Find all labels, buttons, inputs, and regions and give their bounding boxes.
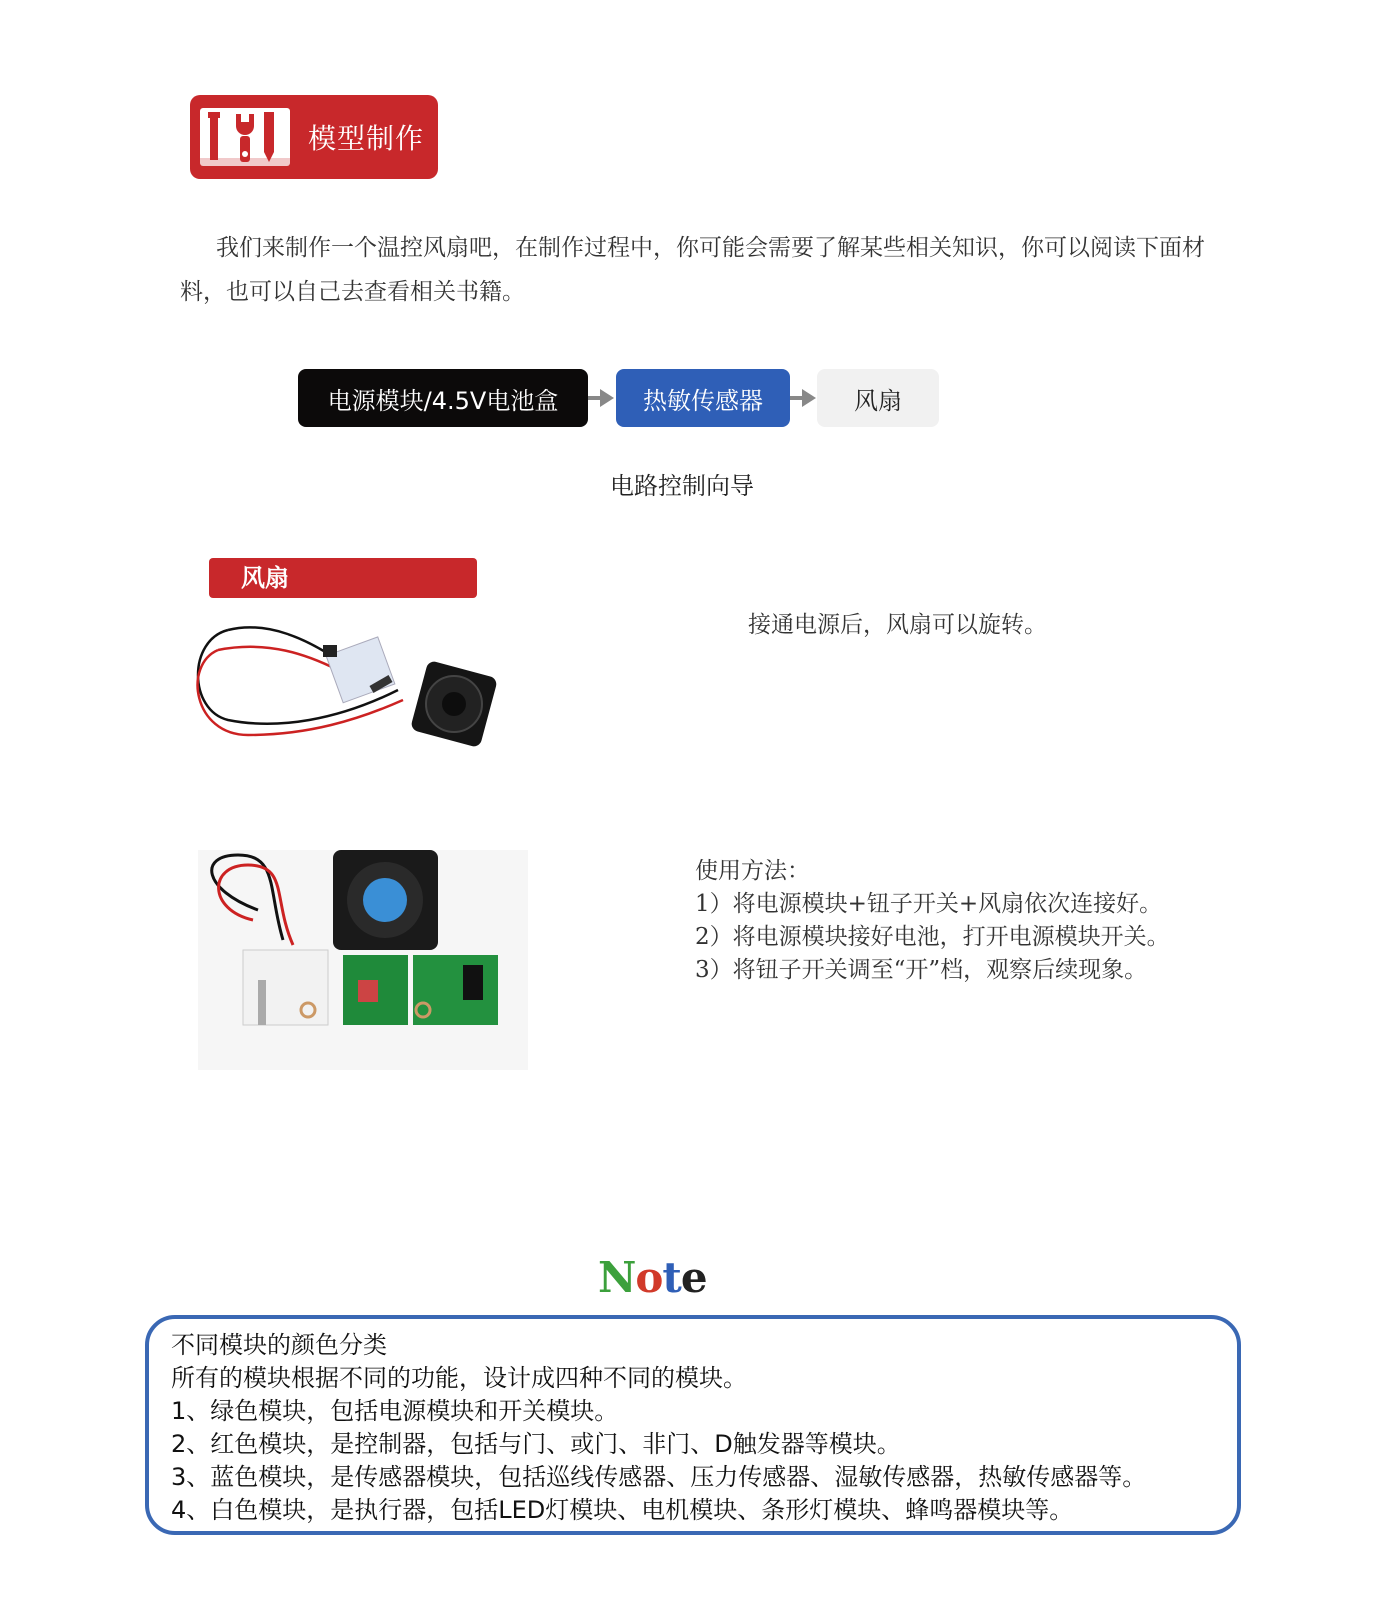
note-letter-e: e xyxy=(680,1253,707,1302)
flow-box-thermal-sensor: 热敏传感器 xyxy=(616,369,790,427)
fan-section-label: 风扇 xyxy=(209,558,477,598)
usage-title: 使用方法： xyxy=(695,858,810,884)
section-title: 模型制作 xyxy=(308,122,425,155)
note-box xyxy=(145,1315,1241,1535)
fan-module-photo xyxy=(188,620,518,790)
note-letter-t: t xyxy=(662,1253,681,1302)
flow-box-power: 电源模块/4.5V电池盒 xyxy=(298,369,588,427)
fan-assembly-photo xyxy=(198,850,528,1070)
section-header-badge xyxy=(190,95,438,179)
tools-icon xyxy=(196,102,294,172)
arrow-right-icon xyxy=(588,386,614,410)
fan-description: 接通电源后，风扇可以旋转。 xyxy=(748,612,1047,638)
note-line: 不同模块的颜色分类 xyxy=(171,1331,387,1359)
usage-step: 2）将电源模块接好电池，打开电源模块开关。 xyxy=(695,924,1170,950)
usage-step: 1）将电源模块+钮子开关+风扇依次连接好。 xyxy=(695,891,1163,917)
note-line: 2、红色模块，是控制器，包括与门、或门、非门、D触发器等模块。 xyxy=(171,1430,901,1458)
usage-instructions xyxy=(695,855,1170,987)
usage-step: 3）将钮子开关调至“开”档，观察后续现象。 xyxy=(695,957,1148,983)
note-title xyxy=(598,1253,707,1302)
intro-paragraph: 我们来制作一个温控风扇吧，在制作过程中，你可能会需要了解某些相关知识，你可以阅读下面材料，也可以自己去查看相关书籍。 xyxy=(180,235,1205,305)
flow-box-fan: 风扇 xyxy=(817,369,939,427)
note-letter-o: o xyxy=(635,1253,663,1302)
note-letter-n: N xyxy=(598,1253,636,1302)
arrow-right-icon xyxy=(790,386,816,410)
note-line: 3、蓝色模块，是传感器模块，包括巡线传感器、压力传感器、湿敏传感器，热敏传感器等。 xyxy=(171,1463,1147,1491)
flow-caption: 电路控制向导 xyxy=(610,472,754,500)
note-line: 1、绿色模块，包括电源模块和开关模块。 xyxy=(171,1397,619,1425)
note-line: 4、白色模块，是执行器，包括LED灯模块、电机模块、条形灯模块、蜂鸣器模块等。 xyxy=(171,1496,1074,1524)
note-line: 所有的模块根据不同的功能，设计成四种不同的模块。 xyxy=(171,1364,747,1392)
